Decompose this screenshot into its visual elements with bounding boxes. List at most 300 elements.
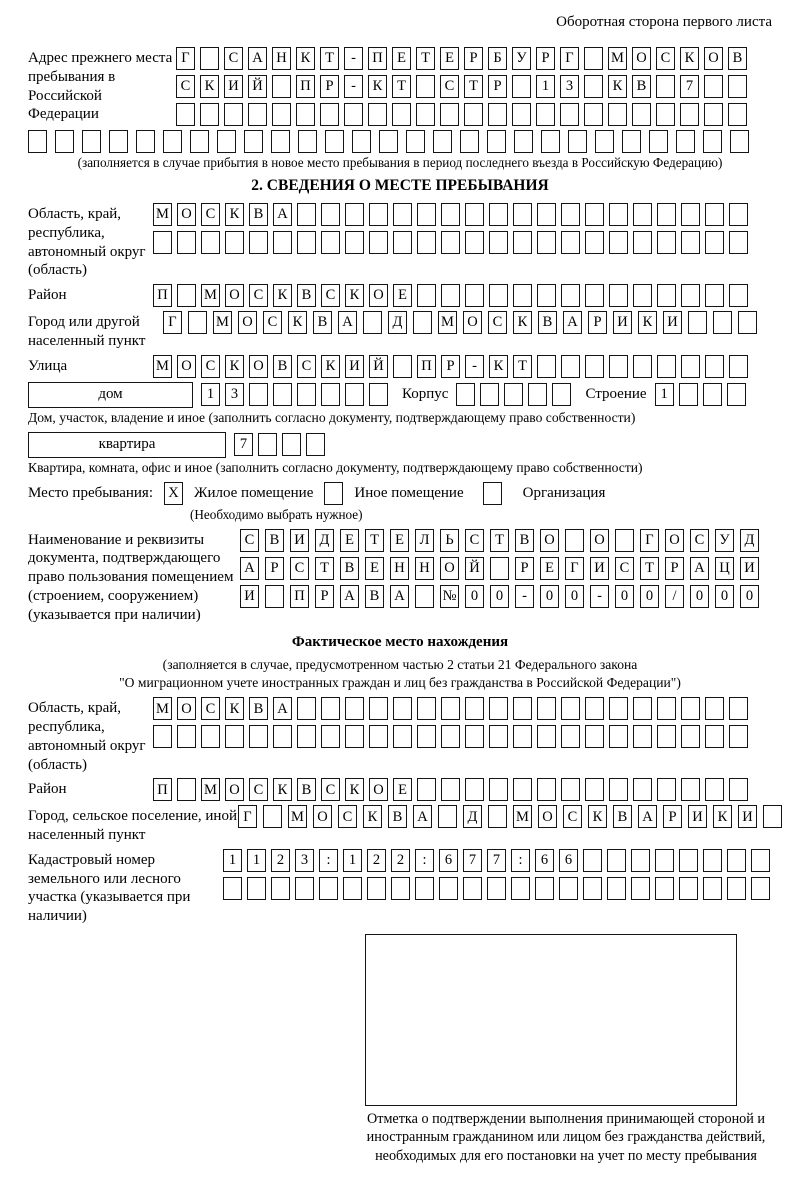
apartment-row	[28, 432, 772, 458]
house-labelbox: дом	[28, 382, 193, 408]
char-box: О	[665, 529, 684, 552]
char-box	[609, 355, 628, 378]
stay-type-row	[28, 482, 772, 505]
char-box: 6	[559, 849, 578, 872]
char-box	[681, 231, 700, 254]
char-box	[489, 697, 508, 720]
char-box	[705, 778, 724, 801]
char-box: Г	[163, 311, 182, 334]
char-box	[489, 231, 508, 254]
char-box	[727, 849, 746, 872]
char-box	[703, 849, 722, 872]
char-box	[487, 877, 506, 900]
actual-district-field	[28, 778, 772, 801]
char-box	[488, 103, 507, 126]
char-box: Т	[416, 47, 435, 70]
stay-opt3-checkbox	[483, 482, 502, 505]
char-box: О	[538, 805, 557, 828]
char-box: М	[213, 311, 232, 334]
char-box: К	[200, 75, 219, 98]
char-box: 3	[225, 383, 244, 406]
prev-address-row2	[176, 75, 747, 98]
char-box: Г	[176, 47, 195, 70]
char-box	[345, 725, 364, 748]
char-box: Е	[340, 529, 359, 552]
char-box	[751, 849, 770, 872]
char-box	[541, 130, 560, 153]
char-box	[225, 725, 244, 748]
char-box	[528, 383, 547, 406]
char-box: К	[713, 805, 732, 828]
apartment-note: Квартира, комната, офис и иное (заполнить согласно документу, подтверждающему право собственности)	[28, 459, 643, 475]
char-box	[345, 203, 364, 226]
char-box	[681, 778, 700, 801]
char-box	[615, 529, 634, 552]
char-box	[109, 130, 128, 153]
char-box: Е	[390, 529, 409, 552]
char-box	[679, 383, 698, 406]
char-box	[393, 355, 412, 378]
char-box	[680, 103, 699, 126]
char-box	[552, 383, 571, 406]
char-box	[369, 725, 388, 748]
char-box	[416, 103, 435, 126]
char-box	[247, 877, 266, 900]
char-box	[679, 877, 698, 900]
char-box	[561, 697, 580, 720]
char-box	[297, 725, 316, 748]
char-box	[561, 284, 580, 307]
char-box	[585, 697, 604, 720]
char-box: :	[511, 849, 530, 872]
char-box	[657, 231, 676, 254]
char-box: С	[321, 778, 340, 801]
char-box: И	[290, 529, 309, 552]
char-box	[728, 75, 747, 98]
actual-city-field	[28, 805, 772, 845]
char-box	[631, 849, 650, 872]
char-box	[705, 231, 724, 254]
char-box: Й	[369, 355, 388, 378]
char-box	[415, 585, 434, 608]
char-box: К	[288, 311, 307, 334]
char-box	[679, 849, 698, 872]
char-box: 7	[234, 433, 253, 456]
char-box	[249, 383, 268, 406]
char-box	[465, 697, 484, 720]
char-box	[609, 203, 628, 226]
char-box: В	[613, 805, 632, 828]
char-box: С	[201, 355, 220, 378]
city-field	[28, 311, 772, 351]
street-label: Улица	[28, 357, 68, 374]
char-box	[585, 725, 604, 748]
char-box	[249, 725, 268, 748]
char-box	[223, 877, 242, 900]
char-box: Т	[315, 557, 334, 580]
char-box	[595, 130, 614, 153]
char-box	[609, 697, 628, 720]
char-box	[655, 877, 674, 900]
char-box: В	[340, 557, 359, 580]
char-box: Г	[640, 529, 659, 552]
char-box	[657, 203, 676, 226]
char-box: П	[368, 47, 387, 70]
char-box: Р	[588, 311, 607, 334]
char-box	[729, 231, 748, 254]
char-box: 0	[740, 585, 759, 608]
char-box: №	[440, 585, 459, 608]
char-box	[153, 231, 172, 254]
char-box: И	[613, 311, 632, 334]
char-box	[258, 433, 277, 456]
char-box	[295, 877, 314, 900]
char-box	[727, 877, 746, 900]
char-box: О	[225, 284, 244, 307]
char-box: К	[608, 75, 627, 98]
char-box	[379, 130, 398, 153]
char-box: О	[369, 284, 388, 307]
char-box	[703, 877, 722, 900]
char-box: П	[417, 355, 436, 378]
char-box: К	[588, 805, 607, 828]
char-box: В	[388, 805, 407, 828]
char-box	[393, 725, 412, 748]
char-box: 1	[223, 849, 242, 872]
char-box: С	[465, 529, 484, 552]
char-box: О	[369, 778, 388, 801]
char-box	[272, 103, 291, 126]
char-box	[369, 697, 388, 720]
char-box: Р	[665, 557, 684, 580]
char-box	[188, 311, 207, 334]
char-box	[417, 725, 436, 748]
char-box: М	[201, 284, 220, 307]
prev-address-row1	[176, 47, 747, 70]
char-box	[297, 203, 316, 226]
char-box	[489, 284, 508, 307]
page-header-note: Оборотная сторона первого листа	[556, 14, 772, 30]
char-box: В	[538, 311, 557, 334]
char-box	[705, 284, 724, 307]
char-box: О	[540, 529, 559, 552]
actual-note-line2: "О миграционном учете иностранных граждан и лиц без гражданства в Российской Федерации")	[119, 675, 681, 691]
cadastral-rows	[223, 849, 770, 900]
char-box	[537, 778, 556, 801]
prev-address-field	[28, 47, 772, 126]
char-box	[488, 805, 507, 828]
char-box: Р	[515, 557, 534, 580]
char-box: /	[665, 585, 684, 608]
char-box: Р	[315, 585, 334, 608]
char-box: С	[297, 355, 316, 378]
region-label: Область, край, республика, автономный округ (область)	[28, 206, 146, 279]
stay-opt3-label: Организация	[522, 484, 606, 501]
char-box: 3	[295, 849, 314, 872]
char-box	[369, 231, 388, 254]
char-box: Т	[365, 529, 384, 552]
char-box	[413, 311, 432, 334]
char-box	[271, 877, 290, 900]
char-box	[535, 877, 554, 900]
document-row2	[240, 557, 759, 580]
char-box	[728, 103, 747, 126]
char-box: О	[463, 311, 482, 334]
char-box	[751, 877, 770, 900]
char-box	[465, 231, 484, 254]
char-box: 0	[690, 585, 709, 608]
char-box: Ь	[440, 529, 459, 552]
char-box	[632, 103, 651, 126]
char-box: О	[590, 529, 609, 552]
char-box: -	[344, 47, 363, 70]
char-box: К	[273, 778, 292, 801]
char-box	[584, 103, 603, 126]
char-box: В	[249, 203, 268, 226]
region-field	[28, 203, 772, 280]
char-box	[265, 585, 284, 608]
apartment-boxes	[234, 433, 325, 456]
char-box	[657, 725, 676, 748]
char-box: К	[345, 778, 364, 801]
char-box	[633, 203, 652, 226]
char-box	[633, 778, 652, 801]
cadastral-row2	[223, 877, 770, 900]
char-box	[343, 877, 362, 900]
char-box: Й	[248, 75, 267, 98]
char-box	[656, 103, 675, 126]
actual-region-row2	[153, 725, 748, 748]
char-box: Г	[565, 557, 584, 580]
char-box: И	[738, 805, 757, 828]
char-box	[513, 231, 532, 254]
char-box: К	[368, 75, 387, 98]
char-box: 1	[536, 75, 555, 98]
confirmation-stamp-caption: Отметка о подтверждении выполнения принимающей стороной и иностранным гражданином или лицом без гражданства действий, необходимых для его постановки на учет по месту пребывания	[366, 1110, 766, 1164]
char-box	[633, 355, 652, 378]
char-box: 3	[560, 75, 579, 98]
char-box	[585, 231, 604, 254]
char-box: Н	[390, 557, 409, 580]
char-box: Т	[464, 75, 483, 98]
char-box	[297, 231, 316, 254]
char-box	[28, 130, 47, 153]
char-box	[561, 725, 580, 748]
char-box: И	[688, 805, 707, 828]
cadastral-label: Кадастровый номер земельного или лесного участка (указывается при наличии)	[28, 851, 191, 924]
char-box: В	[365, 585, 384, 608]
char-box: 1	[247, 849, 266, 872]
char-box	[201, 231, 220, 254]
char-box: А	[273, 203, 292, 226]
char-box	[729, 725, 748, 748]
char-box	[298, 130, 317, 153]
char-box	[200, 47, 219, 70]
char-box	[417, 203, 436, 226]
char-box: М	[201, 778, 220, 801]
char-box	[406, 130, 425, 153]
actual-region-label: Область, край, республика, автономный округ (область)	[28, 700, 146, 773]
char-box	[417, 284, 436, 307]
district-field	[28, 284, 772, 307]
char-box	[463, 877, 482, 900]
char-box: 2	[271, 849, 290, 872]
char-box	[537, 697, 556, 720]
char-box	[513, 284, 532, 307]
char-box	[537, 284, 556, 307]
prev-address-label: Адрес прежнего места пребывания в Российской Федерации	[28, 50, 173, 123]
char-box: Р	[320, 75, 339, 98]
char-box	[631, 877, 650, 900]
char-box	[153, 725, 172, 748]
stroenie-boxes	[655, 383, 746, 406]
char-box: Е	[393, 778, 412, 801]
char-box: 2	[367, 849, 386, 872]
char-box: А	[240, 557, 259, 580]
char-box	[633, 725, 652, 748]
char-box: В	[265, 529, 284, 552]
char-box: О	[225, 778, 244, 801]
char-box	[368, 103, 387, 126]
char-box: Р	[464, 47, 483, 70]
char-box: Г	[238, 805, 257, 828]
char-box	[609, 725, 628, 748]
char-box	[633, 284, 652, 307]
char-box: М	[153, 203, 172, 226]
char-box: Ц	[715, 557, 734, 580]
char-box: И	[590, 557, 609, 580]
street-field	[28, 355, 772, 378]
char-box	[512, 103, 531, 126]
char-box: О	[704, 47, 723, 70]
char-box: Т	[320, 47, 339, 70]
actual-city-boxes	[238, 805, 782, 828]
char-box: У	[512, 47, 531, 70]
char-box	[536, 103, 555, 126]
char-box	[537, 725, 556, 748]
char-box: Е	[393, 284, 412, 307]
char-box	[763, 805, 782, 828]
char-box: К	[363, 805, 382, 828]
char-box	[537, 355, 556, 378]
char-box	[657, 778, 676, 801]
char-box	[585, 355, 604, 378]
stay-type-note: (Необходимо выбрать нужное)	[190, 506, 363, 522]
document-field	[28, 529, 772, 625]
char-box	[176, 103, 195, 126]
char-box	[513, 778, 532, 801]
char-box	[248, 103, 267, 126]
char-box	[537, 231, 556, 254]
char-box: 0	[715, 585, 734, 608]
char-box	[271, 130, 290, 153]
char-box	[393, 231, 412, 254]
char-box	[537, 203, 556, 226]
char-box	[249, 231, 268, 254]
char-box: 1	[201, 383, 220, 406]
actual-district-label: Район	[28, 781, 67, 798]
char-box	[441, 778, 460, 801]
char-box: С	[690, 529, 709, 552]
char-box	[489, 203, 508, 226]
char-box: Л	[415, 529, 434, 552]
char-box	[321, 231, 340, 254]
char-box: Е	[440, 47, 459, 70]
char-box: 6	[535, 849, 554, 872]
char-box	[561, 203, 580, 226]
char-box: 1	[655, 383, 674, 406]
confirmation-stamp-box	[365, 934, 737, 1106]
char-box: С	[338, 805, 357, 828]
char-box	[391, 877, 410, 900]
actual-location-title: Фактическое место нахождения	[291, 634, 509, 651]
char-box: В	[273, 355, 292, 378]
char-box: 0	[640, 585, 659, 608]
char-box	[345, 231, 364, 254]
char-box: П	[153, 778, 172, 801]
char-box: О	[632, 47, 651, 70]
char-box: С	[249, 778, 268, 801]
char-box: Н	[272, 47, 291, 70]
char-box: К	[680, 47, 699, 70]
char-box	[217, 130, 236, 153]
char-box: Р	[536, 47, 555, 70]
char-box: А	[690, 557, 709, 580]
char-box: Д	[740, 529, 759, 552]
char-box: X	[164, 482, 183, 505]
char-box: В	[297, 778, 316, 801]
char-box	[649, 130, 668, 153]
char-box: К	[225, 697, 244, 720]
char-box: 0	[465, 585, 484, 608]
char-box	[297, 383, 316, 406]
char-box: А	[248, 47, 267, 70]
char-box	[321, 697, 340, 720]
char-box	[480, 383, 499, 406]
char-box: Д	[315, 529, 334, 552]
char-box: 0	[615, 585, 634, 608]
char-box	[439, 877, 458, 900]
char-box	[487, 130, 506, 153]
char-box	[705, 725, 724, 748]
char-box	[345, 383, 364, 406]
char-box	[609, 231, 628, 254]
char-box	[561, 355, 580, 378]
char-box: П	[153, 284, 172, 307]
char-box: 0	[490, 585, 509, 608]
char-box: С	[488, 311, 507, 334]
char-box: Е	[392, 47, 411, 70]
char-box	[415, 877, 434, 900]
char-box	[344, 103, 363, 126]
char-box	[263, 805, 282, 828]
char-box	[583, 877, 602, 900]
char-box	[727, 383, 746, 406]
char-box: С	[290, 557, 309, 580]
char-box: М	[288, 805, 307, 828]
char-box: Б	[488, 47, 507, 70]
char-box	[369, 203, 388, 226]
char-box	[320, 103, 339, 126]
char-box	[417, 231, 436, 254]
char-box: С	[224, 47, 243, 70]
char-box	[416, 75, 435, 98]
char-box	[441, 697, 460, 720]
char-box: С	[563, 805, 582, 828]
char-box: Е	[365, 557, 384, 580]
char-box	[345, 697, 364, 720]
char-box	[705, 697, 724, 720]
